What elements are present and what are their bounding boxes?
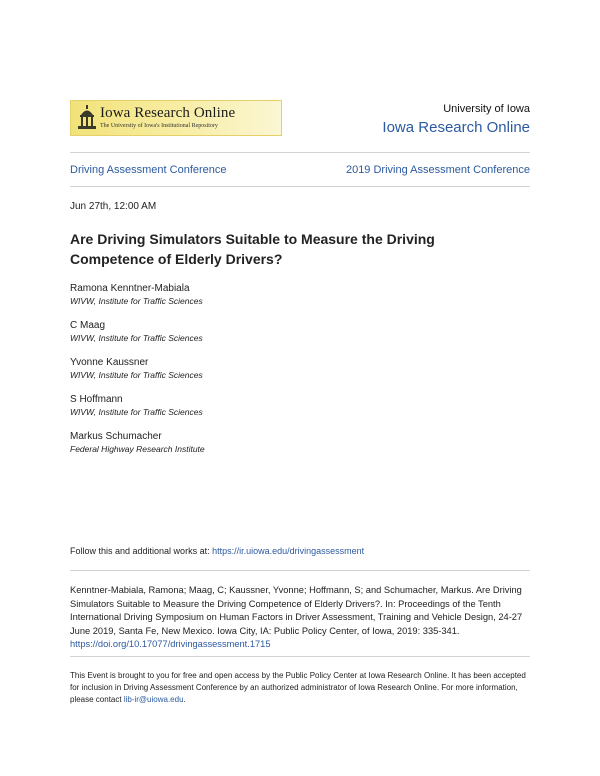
divider-top bbox=[70, 152, 530, 153]
author-block bbox=[70, 393, 490, 418]
iro-logo[interactable] bbox=[70, 100, 282, 136]
university-name: University of Iowa bbox=[443, 103, 530, 115]
conference-link[interactable]: Driving Assessment Conference bbox=[70, 164, 227, 176]
capitol-building-icon bbox=[77, 105, 97, 131]
author-name: S Hoffmann bbox=[70, 394, 123, 405]
author-block bbox=[70, 319, 490, 344]
author-affiliation: Federal Highway Research Institute bbox=[70, 444, 205, 454]
follow-text: Follow this and additional works at: bbox=[70, 546, 213, 556]
author-block bbox=[70, 282, 490, 307]
author-affiliation: WIVW, Institute for Traffic Sciences bbox=[70, 407, 203, 417]
author-affiliation: WIVW, Institute for Traffic Sciences bbox=[70, 296, 203, 306]
contact-email-link[interactable]: lib-ir@uiowa.edu bbox=[123, 695, 184, 704]
divider-notice bbox=[70, 656, 530, 657]
collection-link[interactable]: https://ir.uiowa.edu/drivingassessment bbox=[212, 546, 365, 556]
divider-nav bbox=[70, 186, 530, 187]
author-name: C Maag bbox=[70, 320, 106, 331]
event-date: Jun 27th, 12:00 AM bbox=[70, 201, 157, 212]
author-name: Yvonne Kaussner bbox=[70, 357, 149, 368]
repository-link[interactable]: Iowa Research Online bbox=[382, 119, 530, 136]
author-block bbox=[70, 430, 490, 455]
author-name: Ramona Kenntner-Mabiala bbox=[70, 283, 190, 294]
author-affiliation: WIVW, Institute for Traffic Sciences bbox=[70, 333, 203, 343]
paper-title: Are Driving Simulators Suitable to Measure the Driving Competence of Elderly Drivers? bbox=[70, 231, 435, 267]
author-name: Markus Schumacher bbox=[70, 431, 162, 442]
author-affiliation: WIVW, Institute for Traffic Sciences bbox=[70, 370, 203, 380]
doi-link[interactable]: https://doi.org/10.17077/drivingassessment.1715 bbox=[70, 639, 271, 649]
logo-subtitle: The University of Iowa's Institutional Repository bbox=[100, 123, 218, 129]
author-block bbox=[70, 356, 490, 381]
notice-text: This Event is brought to you for free and open access by the Public Policy Center at Iowa Research Online. It has been accepted for inclusion in Driving Assessment Conference by an authorized administrator of Iowa Research Online. For more information, please contact bbox=[70, 671, 526, 704]
access-notice bbox=[70, 670, 532, 706]
divider-citation bbox=[70, 570, 530, 571]
citation bbox=[70, 584, 532, 652]
conference-year-link[interactable]: 2019 Driving Assessment Conference bbox=[345, 164, 530, 176]
citation-text: Kenntner-Mabiala, Ramona; Maag, C; Kaussner, Yvonne; Hoffmann, S; and Schumacher, Markus. Are Driving Simulators Suitable to Measure the Driving Competence of Elderly Drivers?. In: Proceedings of the Tenth International Driving Symposium on Human Factors in Driver Assessment, Training and Vehicle Design, 24-27 June 2019, Santa Fe, New Mexico. Iowa City, IA: Public Policy Center, of Iowa, 2019: 335-341. bbox=[70, 585, 523, 636]
follow-line bbox=[70, 546, 364, 556]
logo-title: Iowa Research Online bbox=[100, 105, 236, 121]
notice-end: . bbox=[183, 695, 186, 704]
